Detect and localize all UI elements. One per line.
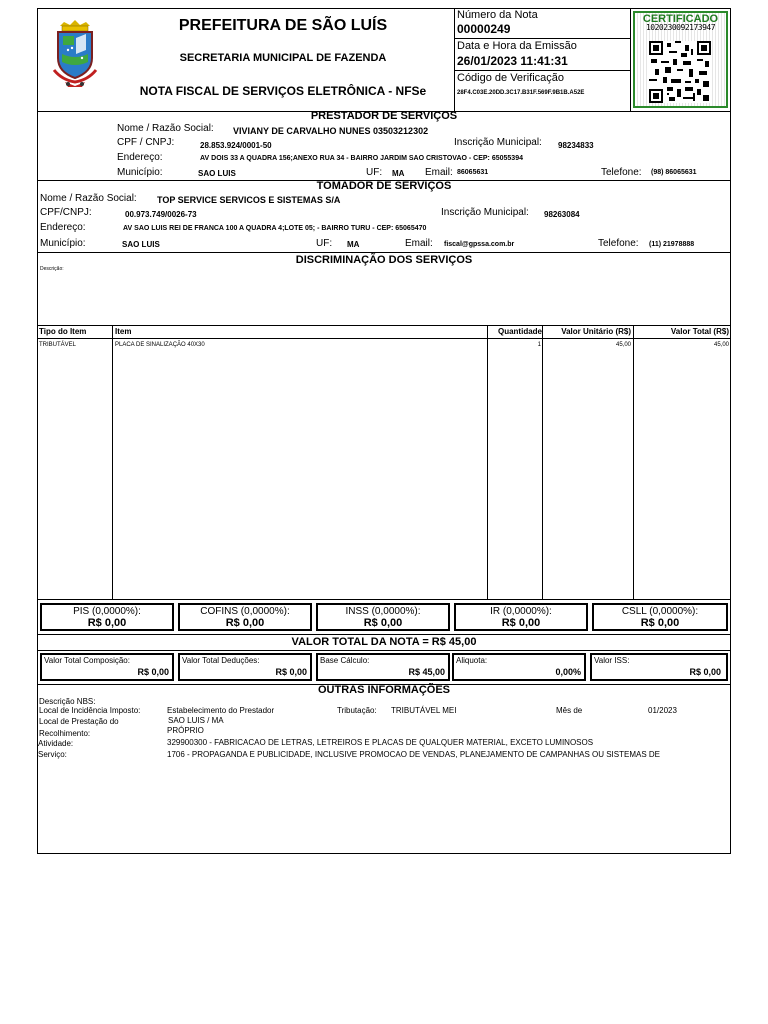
tomador-email-label: Email: [405,238,433,249]
discriminacao-section-title: DISCRIMINAÇÃO DOS SERVIÇOS [295,254,473,266]
codigo-verificacao-value: 28F4.C03E.20DD.3C17.B31F.569F.9B1B.A52E [457,90,585,96]
prestador-nome-label: Nome / Razão Social: [117,123,214,134]
row-quantidade: 1 [537,342,541,348]
tomador-nome-label: Nome / Razão Social: [40,193,137,204]
prestador-nome-value: VIVIANY DE CARVALHO NUNES 03503212302 [233,126,429,136]
numero-label: Número da Nota [457,9,538,21]
secretaria-title: SECRETARIA MUNICIPAL DE FAZENDA [179,52,387,64]
tomador-endereco-label: Endereço: [40,222,86,233]
tributo-csll [592,603,728,631]
atividade-label: Atividade: [38,739,74,748]
tributo-inss [316,603,450,631]
qr-code-icon [649,41,711,103]
prestador-email-value: 86065631 [457,169,489,176]
tomador-municipio-value: SAO LUIS [122,240,160,249]
recolhimento-label: Recolhimento: [39,729,91,738]
tomador-uf-value: MA [347,240,360,249]
mes-label: Mês de [556,706,583,715]
tributo-inss-value: R$ 0,00 [363,617,403,629]
prestador-cpf-label: CPF / CNPJ: [117,137,175,148]
numero-value: 00000249 [457,22,511,36]
prestador-municipio-label: Município: [117,167,163,178]
row-item: PLACA DE SINALIZAÇÃO 40X30 [115,342,205,348]
tomador-section-title: TOMADOR DE SERVIÇOS [316,180,452,192]
prefeitura-title: PREFEITURA DE SÃO LUÍS [178,17,388,34]
incidencia-value: Estabelecimento do Prestador [167,706,275,715]
table-col-divider [112,325,113,599]
prestador-telefone-value: (98) 86065631 [651,169,697,176]
valor-iss [590,653,728,681]
tomador-telefone-label: Telefone: [598,238,639,249]
table-col-divider [633,325,634,599]
certificado-seal [633,11,728,108]
codigo-verificacao-label: Código de Verificação [457,72,565,84]
section-divider [37,634,731,635]
header-divider [454,8,455,111]
table-col-divider [542,325,543,599]
valor-iss-label: Valor ISS: [594,656,630,665]
tomador-cpf-value: 00.973.749/0026-73 [125,210,197,219]
tomador-nome-value: TOP SERVICE SERVICOS E SISTEMAS S/A [157,195,341,205]
base-calculo [316,653,450,681]
table-header-border [37,338,731,339]
valor-composicao-label: Valor Total Composição: [44,656,130,665]
table-top-border [37,325,731,326]
nbs-label: Descrição NBS: [39,697,96,706]
tributo-cofins [178,603,312,631]
incidencia-label: Local de Incidência Imposto: [39,706,141,715]
tributo-ir-label: IR (0,0000%): [490,606,552,617]
aliquota-label: Aliquota: [456,656,488,665]
row-valor-total: 45,00 [713,342,729,348]
tomador-endereco-value: AV SAO LUIS REI DE FRANCA 100 A QUADRA 4;LOTE 05; - BAIRRO TURU - CEP: 65065470 [123,225,427,232]
valor-deducoes [178,653,312,681]
header-divider [630,8,631,111]
aliquota-value: 0,00% [555,667,581,677]
tomador-telefone-value: (11) 21978888 [649,241,695,248]
certificado-code: 1020230092173947 [645,23,716,32]
atividade-value: 329900300 - FABRICACAO DE LETRAS, LETREIROS E PLACAS DE QUALQUER MATERIAL, EXCETO LUMINOSOS [167,738,594,747]
prestacao-value: SAO LUIS / MA [168,716,224,725]
header-divider [454,38,630,39]
valor-deducoes-value: R$ 0,00 [275,667,307,677]
prestador-endereco-label: Endereço: [117,152,163,163]
recolhimento-value: PRÓPRIO [167,726,204,735]
tributo-csll-value: R$ 0,00 [640,617,680,629]
row-tipo: TRIBUTÁVEL [39,342,77,348]
valor-composicao [40,653,174,681]
base-calculo-label: Base Cálculo: [320,656,370,665]
tributacao-value: TRIBUTÁVEL MEI [391,706,457,715]
prestador-cpf-value: 28.853.924/0001-50 [200,141,272,150]
tributo-pis-value: R$ 0,00 [87,617,127,629]
tomador-uf-label: UF: [316,238,333,249]
prestador-municipio-value: SAO LUIS [198,169,236,178]
tomador-cpf-label: CPF/CNPJ: [40,207,92,218]
row-valor-unitario: 45,00 [615,342,631,348]
servico-label: Serviço: [38,750,67,759]
prestacao-label: Local de Prestação do [39,717,119,726]
certificado-label: CERTIFICADO [642,13,719,25]
section-divider [37,252,731,253]
prestador-im-value: 98234833 [558,141,594,150]
tributo-pis-label: PIS (0,0000%): [73,606,141,617]
valor-deducoes-label: Valor Total Deduções: [182,656,260,665]
data-emissao-label: Data e Hora da Emissão [457,40,577,52]
prestador-endereco-value: AV DOIS 33 A QUADRA 156;ANEXO RUA 34 - BAIRRO JARDIM SAO CRISTOVAO - CEP: 65055394 [200,155,523,162]
tributo-cofins-label: COFINS (0,0000%): [200,606,290,617]
table-header-tipo: Tipo do Item [39,327,87,336]
tributacao-label: Tributação: [337,706,377,715]
data-emissao-value: 26/01/2023 11:41:31 [457,54,568,68]
table-header-item: Item [115,327,132,336]
table-header-quantidade: Quantidade [497,327,542,336]
tomador-im-label: Inscrição Municipal: [441,207,529,218]
tomador-email-value: fiscal@gpssa.com.br [444,241,515,248]
tomador-municipio-label: Município: [40,238,86,249]
descricao-label: Descrição: [40,266,64,272]
valor-total-nota: VALOR TOTAL DA NOTA = R$ 45,00 [291,636,477,648]
valor-composicao-value: R$ 0,00 [137,667,169,677]
valor-iss-value: R$ 0,00 [689,667,721,677]
tributo-cofins-value: R$ 0,00 [225,617,265,629]
coat-of-arms-logo [50,20,100,88]
tributo-inss-label: INSS (0,0000%): [345,606,421,617]
header-divider [454,70,630,71]
table-col-divider [487,325,488,599]
section-divider [37,599,731,600]
base-calculo-value: R$ 45,00 [408,667,445,677]
table-header-valor-total: Valor Total (R$) [670,327,729,336]
tributo-ir-value: R$ 0,00 [501,617,541,629]
tributo-ir [454,603,588,631]
mes-value: 01/2023 [648,706,677,715]
prestador-email-label: Email: [425,167,453,178]
table-header-valor-unitario: Valor Unitário (R$) [561,327,631,336]
prestador-uf-label: UF: [366,167,383,178]
outras-section-title: OUTRAS INFORMAÇÕES [318,684,450,696]
prestador-section-title: PRESTADOR DE SERVIÇOS [310,110,458,122]
servico-value: 1706 - PROPAGANDA E PUBLICIDADE, INCLUSIVE PROMOCAO DE VENDAS, PLANEJAMENTO DE CAMPANHAS OU SISTEMAS DE [167,750,661,759]
document-title: NOTA FISCAL DE SERVIÇOS ELETRÔNICA - NFSe [139,84,427,98]
tributo-csll-label: CSLL (0,0000%): [621,606,699,617]
section-divider [37,650,731,651]
tributo-pis [40,603,174,631]
prestador-uf-value: MA [392,169,405,178]
aliquota [452,653,586,681]
prestador-im-label: Inscrição Municipal: [454,137,542,148]
tomador-im-value: 98263084 [544,210,580,219]
prestador-telefone-label: Telefone: [601,167,642,178]
